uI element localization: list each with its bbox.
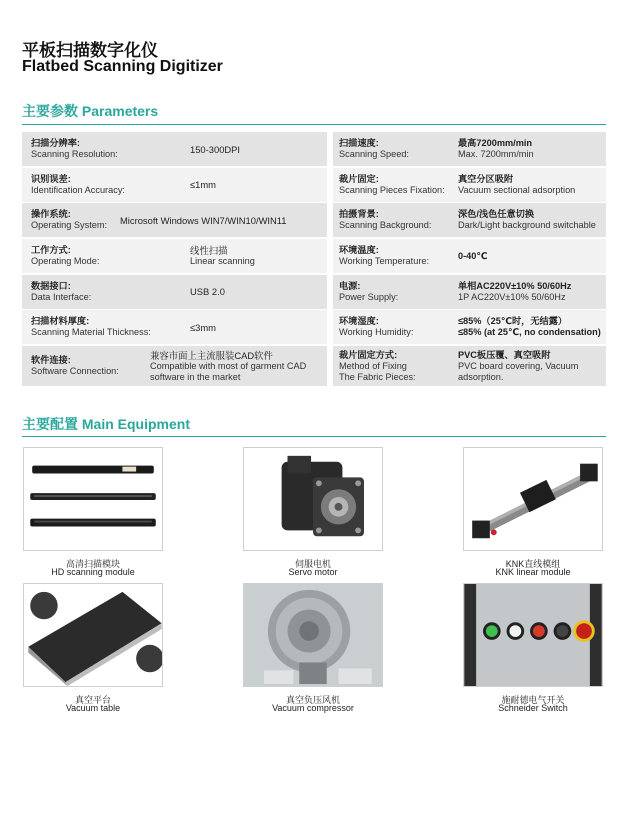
equipment-divider: [22, 436, 606, 437]
param-label-en: Operating System:: [31, 220, 108, 231]
param-value-en: 1P AC220V±10% 50/60Hz: [458, 291, 566, 302]
param-row: [22, 275, 606, 309]
equipment-label-cn: 高清扫描模块: [65, 559, 120, 569]
param-label-cn: 裁片固定:: [339, 173, 379, 184]
param-value: 150-300DPI: [190, 143, 241, 155]
param-value-en: Compatible with most of garment CAD: [150, 360, 307, 371]
param-label-cn: 数据接口:: [31, 280, 71, 291]
vacuum-table-image: [23, 583, 163, 687]
param-row: [22, 239, 606, 273]
param-value: ≤85%（25℃时，无结露）: [458, 316, 568, 327]
page-title-cn: 平板扫描数字化仪: [22, 41, 158, 60]
param-label-cn: 操作系统:: [31, 209, 71, 220]
param-value: PVC板压覆、真空吸附: [458, 349, 551, 360]
hd-scanning-module-image: [23, 447, 163, 551]
param-label-en: Working Humidity:: [339, 327, 414, 338]
servo-motor-image: [243, 447, 383, 551]
param-value-en: Vacuum sectional adsorption: [458, 184, 576, 195]
param-value: ≤3mm: [190, 321, 216, 333]
param-label-cn: 环境温度:: [339, 245, 379, 256]
param-label-en: Scanning Pieces Fixation:: [339, 184, 445, 195]
param-label-en: Software Connection:: [31, 366, 119, 377]
knk-linear-module-image: [463, 447, 603, 551]
equipment-label-cn: 施耐德电气开关: [501, 695, 565, 705]
param-label-cn: 裁片固定方式:: [339, 349, 398, 360]
param-label-en: Operating Mode:: [31, 256, 100, 267]
param-label-cn: 识别误差:: [31, 173, 71, 184]
param-value-en: ≤85% (at 25℃, no condensation): [458, 327, 601, 338]
equipment-label-en: HD scanning module: [51, 567, 135, 577]
page-title-en: Flatbed Scanning Digitizer: [22, 58, 223, 75]
param-label-cn: 环境湿度:: [339, 316, 379, 327]
equipment-label-en: KNK linear module: [495, 567, 571, 577]
param-value-en: Max. 7200mm/min: [458, 149, 534, 159]
param-value-en: software in the market: [150, 371, 241, 382]
param-label-en: The Fabric Pieces:: [339, 371, 416, 382]
param-value: 深色/浅色任意切换: [458, 209, 535, 220]
param-value: 0-40℃: [458, 250, 488, 261]
equipment-label-cn: KNK直线模组: [505, 559, 561, 569]
equipment-label-cn: 真空负压风机: [285, 695, 340, 705]
param-label-en: Power Supply:: [339, 291, 399, 302]
param-value-en: PVC board covering, Vacuum: [458, 360, 579, 371]
equipment-heading: 主要配置 Main Equipment: [22, 416, 190, 432]
vacuum-compressor-image: [243, 583, 383, 687]
param-value: 真空分区吸附: [458, 173, 514, 184]
equipment-label-cn: 伺服电机: [294, 559, 331, 569]
param-value-en: Linear scanning: [190, 256, 255, 267]
param-label-cn: 扫描速度:: [339, 138, 379, 148]
equipment-label-en: Vacuum table: [65, 703, 121, 713]
param-label-en: Scanning Background:: [339, 220, 432, 231]
param-label-cn: 拍摄背景:: [339, 209, 379, 220]
param-value: Microsoft Windows WIN7/WIN10/WIN11: [120, 214, 287, 226]
param-label-cn: 工作方式:: [31, 245, 71, 256]
parameters-table: [22, 132, 606, 386]
param-value-en: Dark/Light background switchable: [458, 220, 596, 231]
equipment-label-en: Servo motor: [288, 567, 338, 577]
param-label-en: Identification Accuracy:: [31, 184, 125, 195]
param-label-cn: 电源:: [339, 280, 361, 291]
param-label-en: Method of Fixing: [339, 360, 407, 371]
param-label-cn: 扫描材料厚度:: [31, 316, 90, 327]
param-label-en: Scanning Speed:: [339, 149, 409, 159]
param-label-en: Scanning Material Thickness:: [31, 327, 151, 338]
parameters-heading: 主要参数 Parameters: [22, 103, 159, 119]
schneider-switch-image: [463, 583, 603, 687]
param-label-en: Data Interface:: [31, 291, 92, 302]
param-row: [22, 132, 606, 166]
param-row: [22, 346, 606, 386]
param-row: [22, 168, 606, 202]
param-label-cn: 软件连接:: [31, 355, 71, 366]
equipment-label-cn: 真空平台: [74, 695, 111, 705]
param-value-en: adsorption.: [458, 371, 504, 382]
param-value: 线性扫描: [190, 245, 228, 257]
param-value: 最高7200mm/min: [458, 138, 533, 148]
param-value: USB 2.0: [190, 286, 225, 298]
equipment-label-en: Schneider Switch: [498, 703, 568, 713]
param-value: 兼容市面上主流服装CAD软件: [150, 349, 273, 361]
param-value: ≤1mm: [190, 179, 216, 191]
param-label-cn: 扫描分辨率:: [31, 138, 80, 148]
parameters-divider: [22, 124, 606, 125]
param-row: [22, 203, 606, 237]
param-label-en: Working Temperature:: [339, 256, 430, 267]
param-value: 单相AC220V±10% 50/60Hz: [458, 280, 572, 291]
param-row: [22, 310, 606, 344]
equipment-label-en: Vacuum compressor: [272, 703, 354, 713]
param-label-en: Scanning Resolution:: [31, 149, 118, 159]
